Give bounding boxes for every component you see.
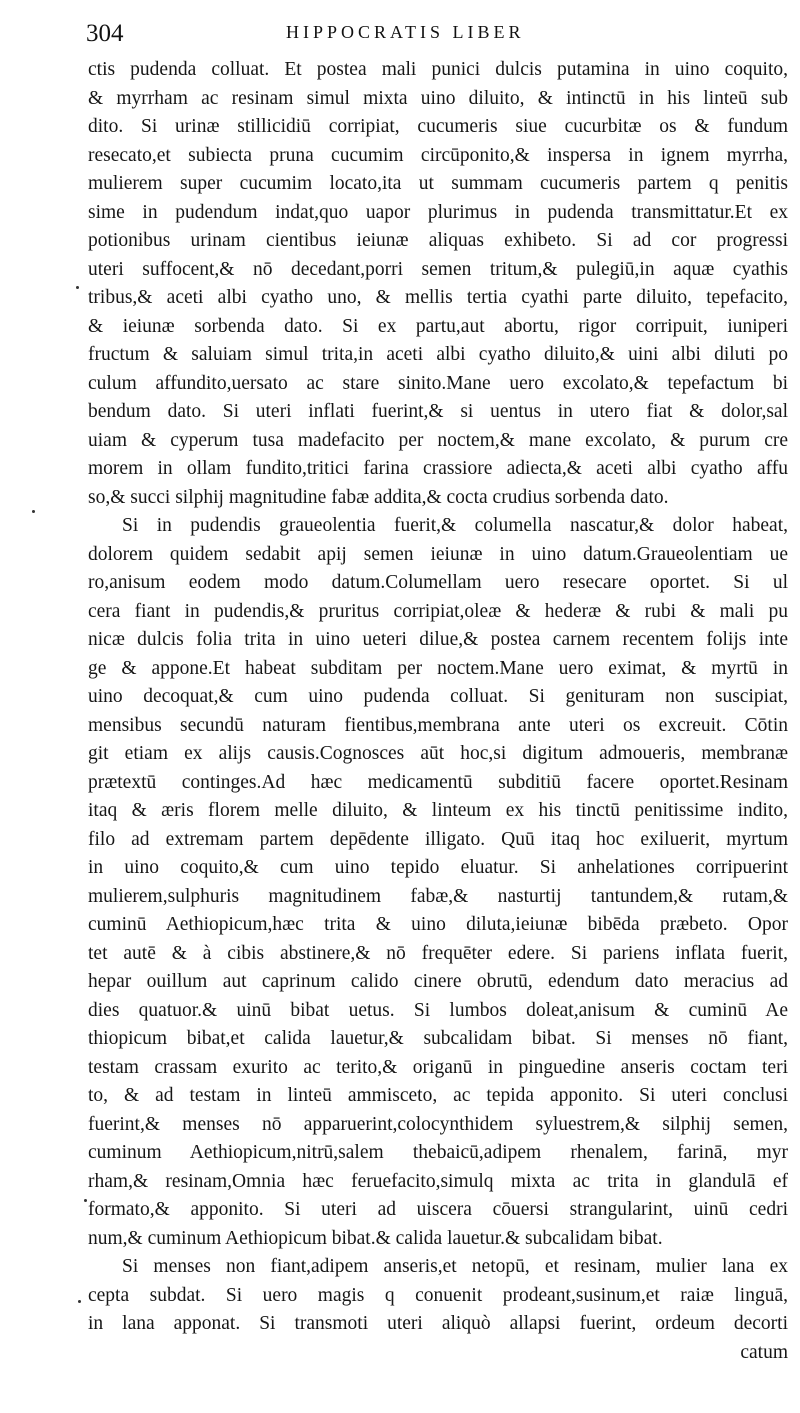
text-line: uteri suffocent,& nō decedant,porri semen tritum,& pulegiū,in aquæ cyathis: [88, 258, 788, 280]
text-line: uiam & cyperum tusa madefacito per noctem,& mane excolato, & purum cre: [88, 429, 788, 451]
text-line: prætextū continges.Ad hæc medicamentū subditiū facere oportet.Resinam: [88, 771, 788, 793]
text-line: to, & ad testam in linteū ammisceto, ac tepida apponito. Si uteri conclusi: [88, 1085, 788, 1106]
text-line: uino decoquat,& cum uino pudenda colluat. Si genituram non suscipiat,: [88, 686, 788, 707]
text-line: potionibus urinam cientibus ieiunæ aliquas exhibeto. Si ad cor progressi: [88, 230, 788, 251]
text-line: dies quatuor.& uinū bibat uetus. Si lumbos doleat,anisum & cuminū Ae: [88, 999, 788, 1021]
text-line: tribus,& aceti albi cyatho uno, & mellis tertia cyathi parte diluito, tepefacito,: [88, 287, 788, 308]
text-line: num,& cuminum Aethiopicum bibat.& calida lauetur.& subcalidam bibat.: [88, 1227, 663, 1249]
margin-mark: [84, 1199, 87, 1202]
text-line: so,& succi silphij magnitudine fabæ addita,& cocta crudius sorbenda dato.: [88, 486, 669, 508]
text-line: Si menses non fiant,adipem anseris,et netopū, et resinam, mulier lana ex: [122, 1256, 788, 1277]
text-line: sime in pudendum indat,quo uapor plurimus in pudenda transmittatur.Et ex: [88, 201, 788, 223]
text-line: dolorem quidem sedabit apij semen ieiunæ in uino datum.Graueolentiam ue: [88, 543, 788, 565]
text-line: mulierem,sulphuris magnitudinem fabæ,& nasturtij tantundem,& rutam,&: [88, 885, 788, 907]
body-text: [88, 56, 788, 1367]
text-line: & myrrham ac resinam simul mixta uino diluito, & intinctū in his linteū sub: [88, 87, 788, 109]
text-line: thiopicum bibat,et calida lauetur,& subcalidam bibat. Si menses nō fiant,: [88, 1028, 788, 1049]
text-line: in uino coquito,& cum uino tepido eluatur. Si anhelationes corripuerint: [88, 857, 788, 878]
catchword: catum: [740, 1341, 788, 1363]
text-line: formato,& apponito. Si uteri ad uiscera cōuersi strangularint, uinū cedri: [88, 1199, 788, 1220]
text-line: & ieiunæ sorbenda dato. Si ex partu,aut abortu, rigor corripuit, iuniperi: [88, 315, 788, 337]
margin-mark: [76, 286, 79, 289]
text-line: fructum & saluiam simul trita,in aceti albi cyatho diluito,& uini albi diluti po: [88, 344, 788, 365]
text-line: resecato,et subiecta pruna cucumim circūponito,& inspersa in ignem myrrha,: [88, 144, 788, 166]
text-line: bendum dato. Si uteri inflati fuerint,& si uentus in utero fiat & dolor,sal: [88, 401, 788, 422]
text-line: filo ad extremam partem depēdente illigato. Quū itaq hoc exiluerit, myrtum: [88, 828, 788, 850]
text-line: cera fiant in pudendis,& pruritus corripiat,oleæ & hederæ & rubi & mali pu: [88, 600, 788, 622]
text-line: morem in ollam fundito,tritici farina crassiore adiecta,& aceti albi cyatho affu: [88, 458, 788, 479]
margin-mark: [78, 1300, 81, 1303]
text-line: culum affundito,uersato ac stare sinito.Mane uero excolato,& tepefactum bi: [88, 372, 788, 394]
text-line: dito. Si urinæ stillicidiū corripiat, cucumeris siue cucurbitæ os & fundum: [88, 116, 788, 137]
text-line: cuminū Aethiopicum,hæc trita & uino diluta,ieiunæ bibēda præbeto. Opor: [88, 914, 788, 935]
text-line: itaq & æris florem melle diluito, & linteum ex his tinctū penitissime indito,: [88, 800, 788, 821]
text-line: Si in pudendis graueolentia fuerit,& columella nascatur,& dolor habeat,: [122, 515, 788, 536]
text-line: ge & appone.Et habeat subditam per noctem.Mane uero eximat, & myrtū in: [88, 657, 788, 679]
running-head: HIPPOCRATIS LIBER: [286, 22, 525, 42]
text-line: testam crassam exurito ac terito,& origanū in pinguedine anseris coctam teri: [88, 1056, 788, 1078]
text-line: ro,anisum eodem modo datum.Columellam uero resecare oportet. Si ul: [88, 572, 788, 593]
text-line: mulierem super cucumim locato,ita ut summam cucumeris partem q penitis: [88, 173, 788, 194]
text-line: cuminum Aethiopicum,nitrū,salem thebaicū,adipem rhenalem, farinā, myr: [88, 1142, 788, 1163]
margin-mark: [32, 510, 35, 513]
text-line: mensibus secundū naturam fientibus,membrana ante uteri os excreuit. Cōtin: [88, 714, 788, 736]
text-line: rham,& resinam,Omnia hæc feruefacito,simulq mixta ac trita in glandulā ef: [88, 1170, 788, 1192]
text-line: hepar ouillum aut caprinum calido cinere obrutū, edendum dato meracius ad: [88, 971, 788, 992]
text-line: tet autē & à cibis abstinere,& nō frequēter edere. Si pariens inflata fuerit,: [88, 942, 788, 964]
text-line: nicæ dulcis folia trita in uino ueteri dilue,& postea carnem recentem folijs inte: [88, 629, 788, 650]
text-line: fuerint,& menses nō apparuerint,colocynthidem syluestrem,& silphij semen,: [88, 1113, 788, 1135]
text-line: in lana apponat. Si transmoti uteri aliquò allapsi fuerint, ordeum decorti: [88, 1313, 788, 1334]
text-line: git etiam ex alijs causis.Cognosces aūt hoc,si digitum admoueris, membranæ: [88, 743, 788, 764]
text-line: ctis pudenda colluat. Et postea mali punici dulcis putamina in uino coquito,: [88, 59, 788, 80]
page-number: 304: [86, 20, 124, 47]
text-line: cepta subdat. Si uero magis q conuenit prodeant,susinum,et raiæ linguā,: [88, 1284, 788, 1306]
